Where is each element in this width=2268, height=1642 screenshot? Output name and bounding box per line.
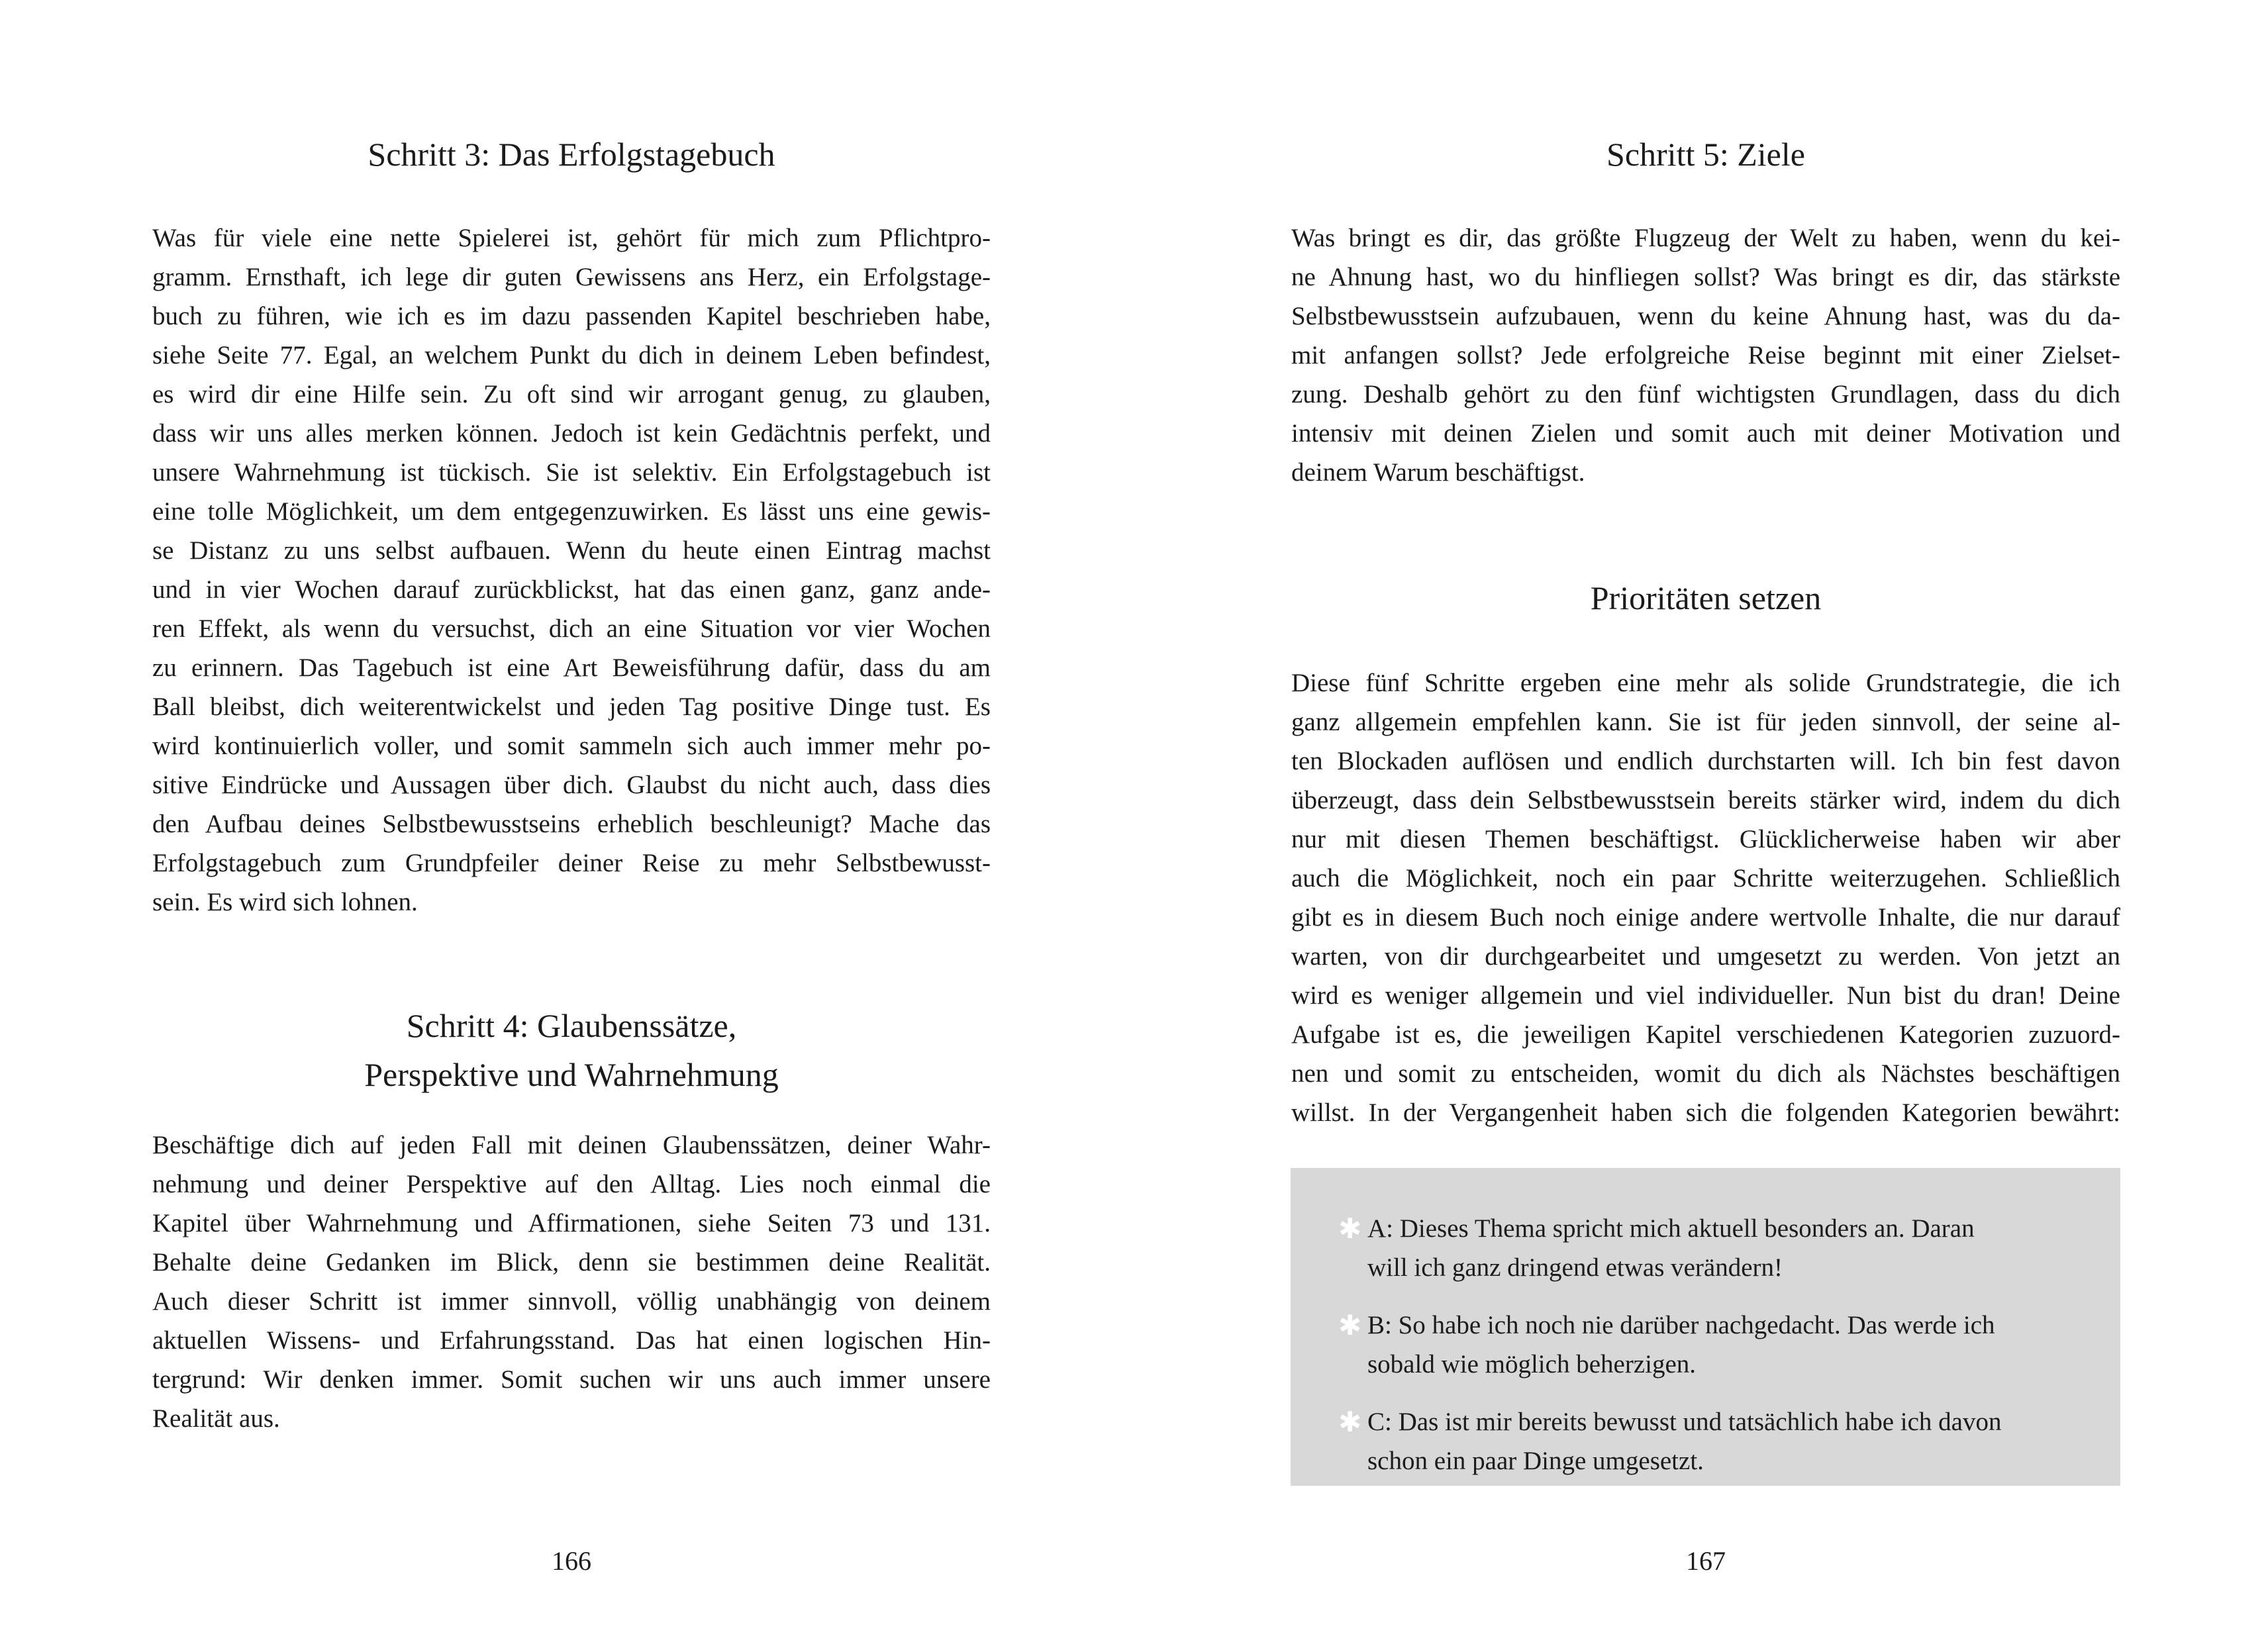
text-line: Was für viele eine nette Spielerei ist, gehört für mich zum Pflichtpro- [152,224,991,252]
left-chapter-heading: Schritt 3: Das Erfolgstagebuch [368,136,775,173]
text-line: Beschäftige dich auf jeden Fall mit deinen Glaubenssätzen, deiner Wahr- [152,1131,991,1159]
text-line: tergrund: Wir denken immer. Somit suchen wir uns auch immer unsere [152,1365,991,1394]
text-line: nen und somit zu entscheiden, womit du dich als Nächstes beschäftigen [1291,1059,2120,1088]
text-line: Realität aus. [152,1404,280,1433]
text-line: unsere Wahrnehmung ist tückisch. Sie ist selektiv. Ein Erfolgstagebuch ist [152,458,991,487]
left-paragraph-2 [152,1126,991,1438]
text-line: B: So habe ich noch nie darüber nachgedacht. Das werde ich [1367,1311,1995,1339]
page-number-left: 166 [552,1546,591,1576]
text-line: A: Dieses Thema spricht mich aktuell besonders an. Daran [1367,1214,1975,1243]
text-line: aktuellen Wissens- und Erfahrungsstand. Das hat einen logischen Hin- [152,1326,991,1355]
text-line: nur mit diesen Themen beschäftigst. Glücklicherweise haben wir aber [1291,825,2120,853]
text-line: will ich ganz dringend etwas verändern! [1367,1253,1783,1282]
heading-line: Schritt 4: Glaubenssätze, [406,1007,737,1044]
text-line: Diese fünf Schritte ergeben eine mehr als solide Grundstrategie, die ich [1291,669,2120,697]
callout-item-text [1367,1306,2091,1384]
text-line: den Aufbau deines Selbstbewusstseins erheblich beschleunigt? Mache das [152,810,991,838]
text-line: Was bringt es dir, das größte Flugzeug der Welt zu haben, wenn du kei- [1291,224,2120,252]
asterisk-bullet-icon: ✱ [1338,1406,1362,1438]
text-line: sein. Es wird sich lohnen. [152,888,418,916]
left-paragraph-1 [152,218,991,922]
text-line: Aufgabe ist es, die jeweiligen Kapitel verschiedenen Kategorien zuzuord- [1291,1020,2120,1049]
right-paragraph-2 [1291,663,2120,1132]
page-number-right: 167 [1686,1546,1726,1576]
callout-item-text [1367,1402,2091,1480]
page-166 [152,0,991,1642]
callout-item-text [1367,1209,2091,1287]
right-section-heading: Prioritäten setzen [1590,579,1822,616]
text-line: gramm. Ernsthaft, ich lege dir guten Gewissens ans Herz, ein Erfolgstage- [152,263,991,291]
text-line: eine tolle Möglichkeit, um dem entgegenzuwirken. Es lässt uns eine gewis- [152,497,991,526]
text-line: ten Blockaden auflösen und endlich durchstarten will. Ich bin fest davon [1291,747,2120,775]
text-line: buch zu führen, wie ich es im dazu passenden Kapitel beschrieben habe, [152,302,991,330]
text-line: Erfolgstagebuch zum Grundpfeiler deiner Reise zu mehr Selbstbewusst- [152,849,991,877]
text-line: zung. Deshalb gehört zu den fünf wichtigsten Grundlagen, dass du dich [1291,380,2120,409]
category-callout-box [1291,1168,2120,1486]
text-line: ren Effekt, als wenn du versuchst, dich an eine Situation vor vier Wochen [152,614,991,643]
text-line: es wird dir eine Hilfe sein. Zu oft sind wir arrogant genug, zu glauben, [152,380,991,409]
callout-item-c [1338,1402,2091,1480]
text-line: schon ein paar Dinge umgesetzt. [1367,1447,1704,1475]
text-line: mit anfangen sollst? Jede erfolgreiche Reise beginnt mit einer Zielset- [1291,341,2120,369]
asterisk-bullet-icon: ✱ [1338,1212,1362,1245]
text-line: se Distanz zu uns selbst aufbauen. Wenn du heute einen Eintrag machst [152,536,991,565]
right-paragraph-1 [1291,218,2120,492]
text-line: wird kontinuierlich voller, und somit sammeln sich auch immer mehr po- [152,732,991,760]
heading-line: Perspektive und Wahrnehmung [364,1056,779,1093]
text-line: warten, von dir durchgearbeitet und umgesetzt zu werden. Von jetzt an [1291,942,2120,971]
text-line: wird es weniger allgemein und viel individueller. Nun bist du dran! Deine [1291,981,2120,1010]
text-line: C: Das ist mir bereits bewusst und tatsächlich habe ich davon [1367,1408,2002,1436]
text-line: überzeugt, dass dein Selbstbewusstsein bereits stärker wird, indem du dich [1291,786,2120,814]
text-line: zu erinnern. Das Tagebuch ist eine Art Beweisführung dafür, dass du am [152,653,991,682]
text-line: Ball bleibst, dich weiterentwickelst und jeden Tag positive Dinge tust. Es [152,693,991,721]
text-line: Behalte deine Gedanken im Blick, denn sie bestimmen deine Realität. [152,1248,991,1277]
text-line: und in vier Wochen darauf zurückblickst, hat das einen ganz, ganz ande- [152,575,991,604]
asterisk-bullet-icon: ✱ [1338,1309,1362,1341]
page-167 [1291,0,2120,1642]
left-section-heading [152,1001,991,1099]
text-line: siehe Seite 77. Egal, an welchem Punkt du dich in deinem Leben befindest, [152,341,991,369]
text-line: Selbstbewusstsein aufzubauen, wenn du keine Ahnung hast, was du da- [1291,302,2120,330]
callout-item-b [1338,1306,2091,1384]
text-line: gibt es in diesem Buch noch einige andere wertvolle Inhalte, die nur darauf [1291,903,2120,932]
text-line: Kapitel über Wahrnehmung und Affirmationen, siehe Seiten 73 und 131. [152,1209,991,1237]
text-line: nehmung und deiner Perspektive auf den Alltag. Lies noch einmal die [152,1170,991,1198]
right-chapter-heading: Schritt 5: Ziele [1606,136,1805,173]
text-line: dass wir uns alles merken können. Jedoch ist kein Gedächtnis perfekt, und [152,419,991,448]
text-line: sobald wie möglich beherzigen. [1367,1350,1697,1378]
text-line: Auch dieser Schritt ist immer sinnvoll, völlig unabhängig von deinem [152,1287,991,1316]
text-line: deinem Warum beschäftigst. [1291,458,1585,487]
text-line: willst. In der Vergangenheit haben sich die folgenden Kategorien bewährt: [1291,1098,2120,1127]
text-line: sitive Eindrücke und Aussagen über dich. Glaubst du nicht auch, dass dies [152,771,991,799]
text-line: intensiv mit deinen Zielen und somit auch mit deiner Motivation und [1291,419,2120,448]
callout-item-a [1338,1209,2091,1287]
text-line: ganz allgemein empfehlen kann. Sie ist für jeden sinnvoll, der seine al- [1291,708,2120,736]
text-line: auch die Möglichkeit, noch ein paar Schritte weiterzugehen. Schließlich [1291,864,2120,893]
text-line: ne Ahnung hast, wo du hinfliegen sollst? Was bringt es dir, das stärkste [1291,263,2120,291]
